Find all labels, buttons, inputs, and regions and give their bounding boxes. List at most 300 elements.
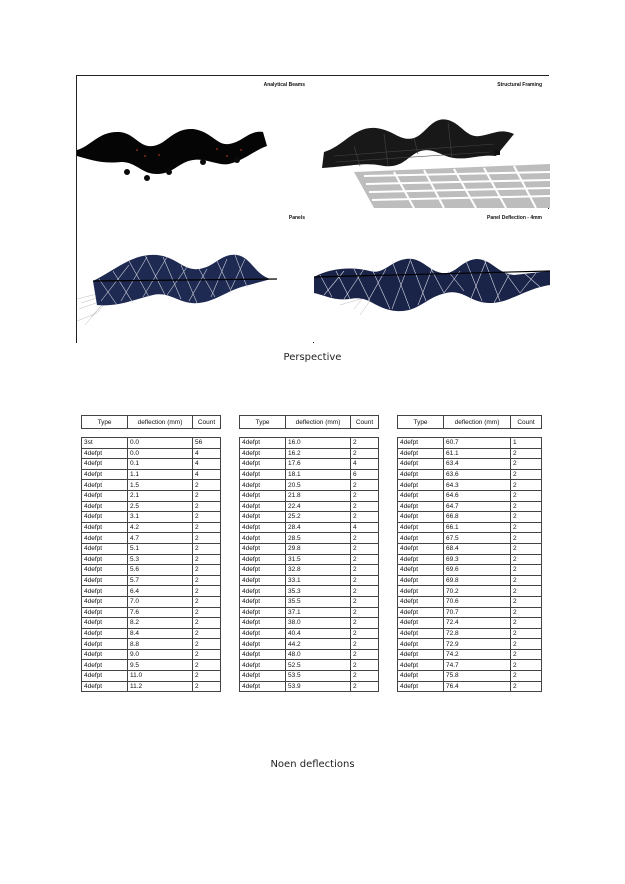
- count-cell: 2: [511, 671, 542, 682]
- type-cell: 4defpt: [82, 586, 128, 597]
- deflection-cell: 11.0: [128, 671, 193, 682]
- pane-title: Panel Deflection - 4mm: [486, 215, 542, 221]
- deflection-cell: 8.8: [128, 639, 193, 650]
- type-cell: 4defpt: [82, 480, 128, 491]
- table-spacer-row: [82, 429, 221, 438]
- type-cell: 4defpt: [398, 671, 444, 682]
- table-row: [398, 543, 542, 554]
- deflection-cell: 7.6: [128, 607, 193, 618]
- table-row: [240, 639, 379, 650]
- deflection-cell: 38.0: [286, 618, 351, 629]
- count-cell: 2: [511, 501, 542, 512]
- deflection-cell: 74.7: [444, 660, 511, 671]
- table-row: [398, 586, 542, 597]
- table-row: [398, 607, 542, 618]
- count-cell: 2: [511, 522, 542, 533]
- count-cell: 2: [193, 618, 221, 629]
- deflection-cell: 18.1: [286, 469, 351, 480]
- type-cell: 4defpt: [240, 512, 286, 523]
- deflection-cell: 66.1: [444, 522, 511, 533]
- deflection-cell: 32.8: [286, 565, 351, 576]
- count-cell: 2: [351, 533, 379, 544]
- deflection-cell: 5.7: [128, 575, 193, 586]
- table-row: [240, 681, 379, 692]
- count-cell: 2: [193, 607, 221, 618]
- table-row: [398, 565, 542, 576]
- deflection-cell: 29.8: [286, 543, 351, 554]
- count-cell: 2: [511, 512, 542, 523]
- type-cell: 4defpt: [82, 554, 128, 565]
- type-cell: 4defpt: [398, 618, 444, 629]
- deflection-cell: 69.6: [444, 565, 511, 576]
- type-cell: 4defpt: [240, 681, 286, 692]
- deflection-cell: 16.0: [286, 438, 351, 449]
- type-cell: 4defpt: [398, 586, 444, 597]
- count-cell: 2: [351, 565, 379, 576]
- table-row: [82, 512, 221, 523]
- count-cell: 2: [193, 543, 221, 554]
- table-row: [398, 671, 542, 682]
- deflection-cell: 44.2: [286, 639, 351, 650]
- table-row: [82, 618, 221, 629]
- table-row: [82, 565, 221, 576]
- count-cell: 2: [511, 618, 542, 629]
- deflection-cell: 5.6: [128, 565, 193, 576]
- table-row: [398, 639, 542, 650]
- type-header: Type: [82, 416, 128, 429]
- table-row: [82, 501, 221, 512]
- table-row: [240, 649, 379, 660]
- deflection-cell: 35.3: [286, 586, 351, 597]
- table-row: [240, 480, 379, 491]
- deflection-cell: 35.5: [286, 596, 351, 607]
- deflection-cell: 52.5: [286, 660, 351, 671]
- deflection-cell: 25.2: [286, 512, 351, 523]
- deflection-cell: 70.6: [444, 596, 511, 607]
- count-cell: 2: [193, 533, 221, 544]
- count-cell: 2: [511, 607, 542, 618]
- deflection-cell: 9.5: [128, 660, 193, 671]
- type-cell: 4defpt: [398, 607, 444, 618]
- analytical-beams-render-icon: [77, 76, 313, 208]
- type-header: Type: [240, 416, 286, 429]
- type-cell: 4defpt: [82, 649, 128, 660]
- table-row: [240, 512, 379, 523]
- table-row: [82, 628, 221, 639]
- deflection-cell: 21.8: [286, 490, 351, 501]
- count-header: Count: [511, 416, 542, 429]
- count-cell: 2: [351, 660, 379, 671]
- count-cell: 2: [511, 660, 542, 671]
- type-cell: 4defpt: [398, 660, 444, 671]
- table-row: [398, 554, 542, 565]
- table-row: [82, 438, 221, 449]
- count-cell: 2: [511, 628, 542, 639]
- table-row: [240, 671, 379, 682]
- type-cell: 4defpt: [82, 459, 128, 470]
- count-cell: 2: [511, 681, 542, 692]
- deflection-cell: 63.4: [444, 459, 511, 470]
- table-row: [398, 628, 542, 639]
- table-row: [82, 490, 221, 501]
- pane-title: Panels: [288, 215, 305, 221]
- count-cell: 2: [193, 671, 221, 682]
- deflection-cell: 64.7: [444, 501, 511, 512]
- table-row: [240, 490, 379, 501]
- table-row: [82, 649, 221, 660]
- count-cell: 2: [193, 586, 221, 597]
- count-cell: 2: [351, 543, 379, 554]
- count-cell: 4: [351, 522, 379, 533]
- count-cell: 4: [351, 459, 379, 470]
- type-cell: 4defpt: [398, 522, 444, 533]
- type-cell: 4defpt: [82, 596, 128, 607]
- table-row: [240, 660, 379, 671]
- type-cell: 4defpt: [82, 512, 128, 523]
- deflection-cell: 31.5: [286, 554, 351, 565]
- count-cell: 2: [351, 586, 379, 597]
- count-cell: 6: [351, 469, 379, 480]
- count-cell: 4: [193, 459, 221, 470]
- count-cell: 2: [193, 681, 221, 692]
- type-cell: 4defpt: [82, 565, 128, 576]
- table-row: [398, 660, 542, 671]
- deflection-table-2: [239, 415, 379, 692]
- type-cell: 4defpt: [82, 628, 128, 639]
- deflection-table-3: [397, 415, 542, 692]
- deflection-cell: 7.0: [128, 596, 193, 607]
- type-cell: 4defpt: [398, 649, 444, 660]
- count-cell: 2: [351, 448, 379, 459]
- deflection-cell: 60.7: [444, 438, 511, 449]
- count-cell: 2: [511, 480, 542, 491]
- table-row: [240, 596, 379, 607]
- table-row: [240, 618, 379, 629]
- count-cell: 2: [351, 575, 379, 586]
- deflection-cell: 1.5: [128, 480, 193, 491]
- table-row: [398, 533, 542, 544]
- deflection-cell: 70.7: [444, 607, 511, 618]
- count-cell: 2: [193, 512, 221, 523]
- table-row: [398, 681, 542, 692]
- deflection-cell: 40.4: [286, 628, 351, 639]
- type-cell: 4defpt: [82, 522, 128, 533]
- type-cell: 4defpt: [240, 480, 286, 491]
- count-cell: 2: [351, 480, 379, 491]
- table-row: [240, 575, 379, 586]
- count-cell: 2: [511, 554, 542, 565]
- table-row: [82, 660, 221, 671]
- type-cell: 4defpt: [82, 660, 128, 671]
- deflection-cell: 5.1: [128, 543, 193, 554]
- deflection-cell: 9.0: [128, 649, 193, 660]
- count-cell: 2: [193, 649, 221, 660]
- type-cell: 4defpt: [398, 533, 444, 544]
- deflection-cell: 2.5: [128, 501, 193, 512]
- type-cell: 4defpt: [240, 639, 286, 650]
- deflection-cell: 69.3: [444, 554, 511, 565]
- deflection-header: deflection (mm): [128, 416, 193, 429]
- type-cell: 4defpt: [240, 607, 286, 618]
- table-row: [240, 522, 379, 533]
- deflection-cell: 48.0: [286, 649, 351, 660]
- type-cell: 4defpt: [82, 490, 128, 501]
- table-row: [82, 480, 221, 491]
- table-row: [398, 501, 542, 512]
- deflection-cell: 63.6: [444, 469, 511, 480]
- type-cell: 4defpt: [82, 533, 128, 544]
- table-row: [82, 543, 221, 554]
- type-cell: 4defpt: [398, 490, 444, 501]
- panel-deflection-render-icon: [314, 209, 550, 344]
- table-row: [240, 586, 379, 597]
- type-cell: 4defpt: [82, 607, 128, 618]
- count-cell: 2: [351, 618, 379, 629]
- deflection-header: deflection (mm): [444, 416, 511, 429]
- deflection-cell: 8.4: [128, 628, 193, 639]
- table-row: [398, 490, 542, 501]
- deflection-cell: 72.8: [444, 628, 511, 639]
- type-cell: 4defpt: [240, 628, 286, 639]
- count-cell: 2: [511, 543, 542, 554]
- table-row: [398, 480, 542, 491]
- type-cell: 3st: [82, 438, 128, 449]
- type-cell: 4defpt: [240, 543, 286, 554]
- count-cell: 2: [351, 681, 379, 692]
- pane-title: Structural Framing: [497, 82, 542, 88]
- deflection-cell: 11.2: [128, 681, 193, 692]
- count-cell: 2: [511, 586, 542, 597]
- deflection-cell: 1.1: [128, 469, 193, 480]
- deflection-cell: 16.2: [286, 448, 351, 459]
- count-cell: 2: [193, 628, 221, 639]
- type-cell: 4defpt: [82, 618, 128, 629]
- type-cell: 4defpt: [240, 522, 286, 533]
- type-cell: 4defpt: [398, 512, 444, 523]
- type-cell: 4defpt: [240, 649, 286, 660]
- table-row: [398, 522, 542, 533]
- table-row: [82, 596, 221, 607]
- table-row: [82, 533, 221, 544]
- table-row: [398, 575, 542, 586]
- type-cell: 4defpt: [398, 596, 444, 607]
- count-cell: 2: [351, 639, 379, 650]
- type-cell: 4defpt: [398, 565, 444, 576]
- count-cell: 2: [511, 448, 542, 459]
- count-cell: 2: [193, 480, 221, 491]
- deflection-cell: 4.2: [128, 522, 193, 533]
- type-cell: 4defpt: [398, 480, 444, 491]
- count-cell: 2: [511, 459, 542, 470]
- type-cell: 4defpt: [240, 459, 286, 470]
- type-cell: 4defpt: [398, 628, 444, 639]
- perspective-caption: Perspective: [283, 352, 342, 363]
- table-row: [82, 469, 221, 480]
- type-cell: 4defpt: [240, 671, 286, 682]
- table-header-row: [398, 416, 542, 429]
- deflection-cell: 0.0: [128, 438, 193, 449]
- type-cell: 4defpt: [240, 565, 286, 576]
- deflection-cell: 37.1: [286, 607, 351, 618]
- table-row: [398, 438, 542, 449]
- table-header-row: [240, 416, 379, 429]
- type-cell: 4defpt: [82, 575, 128, 586]
- type-cell: 4defpt: [398, 575, 444, 586]
- count-header: Count: [351, 416, 379, 429]
- type-cell: 4defpt: [398, 554, 444, 565]
- deflection-cell: 4.7: [128, 533, 193, 544]
- type-cell: 4defpt: [240, 448, 286, 459]
- type-cell: 4defpt: [82, 681, 128, 692]
- deflection-cell: 67.5: [444, 533, 511, 544]
- panels-render-icon: [77, 209, 313, 344]
- deflection-cell: 74.2: [444, 649, 511, 660]
- type-cell: 4defpt: [240, 586, 286, 597]
- count-cell: 2: [193, 501, 221, 512]
- structural-framing-pane: [314, 76, 550, 208]
- type-cell: 4defpt: [240, 469, 286, 480]
- deflection-cell: 53.5: [286, 671, 351, 682]
- deflection-cell: 5.3: [128, 554, 193, 565]
- table-row: [240, 501, 379, 512]
- count-cell: 2: [193, 490, 221, 501]
- deflection-cell: 6.4: [128, 586, 193, 597]
- type-cell: 4defpt: [82, 448, 128, 459]
- count-cell: 2: [351, 438, 379, 449]
- table-row: [240, 565, 379, 576]
- count-cell: 2: [193, 596, 221, 607]
- pane-title: Analytical Beams: [263, 82, 305, 88]
- type-cell: 4defpt: [240, 596, 286, 607]
- count-cell: 1: [511, 438, 542, 449]
- table-row: [82, 459, 221, 470]
- count-cell: 2: [351, 554, 379, 565]
- deflection-header: deflection (mm): [286, 416, 351, 429]
- type-cell: 4defpt: [82, 671, 128, 682]
- count-cell: 2: [193, 639, 221, 650]
- type-cell: 4defpt: [240, 660, 286, 671]
- table-row: [82, 575, 221, 586]
- panel-deflection-pane: [314, 209, 550, 344]
- deflection-cell: 69.8: [444, 575, 511, 586]
- count-cell: 2: [351, 501, 379, 512]
- table-row: [398, 459, 542, 470]
- type-cell: 4defpt: [82, 469, 128, 480]
- count-cell: 2: [351, 649, 379, 660]
- deflection-cell: 8.2: [128, 618, 193, 629]
- table-row: [240, 543, 379, 554]
- deflection-cell: 22.4: [286, 501, 351, 512]
- type-cell: 4defpt: [240, 618, 286, 629]
- deflection-cell: 66.8: [444, 512, 511, 523]
- panels-pane: [77, 209, 313, 344]
- table-row: [240, 628, 379, 639]
- table-row: [82, 671, 221, 682]
- deflection-cell: 75.8: [444, 671, 511, 682]
- table-spacer-row: [398, 429, 542, 438]
- perspective-view-grid: [76, 75, 549, 343]
- table-row: [398, 512, 542, 523]
- type-cell: 4defpt: [82, 543, 128, 554]
- count-cell: 2: [511, 649, 542, 660]
- structural-framing-render-icon: [314, 76, 550, 208]
- deflection-cell: 72.9: [444, 639, 511, 650]
- count-cell: 2: [193, 522, 221, 533]
- table-row: [398, 448, 542, 459]
- type-cell: 4defpt: [240, 554, 286, 565]
- table-row: [82, 586, 221, 597]
- deflection-cell: 72.4: [444, 618, 511, 629]
- type-cell: 4defpt: [240, 438, 286, 449]
- table-row: [398, 618, 542, 629]
- count-cell: 2: [351, 628, 379, 639]
- count-cell: 2: [511, 490, 542, 501]
- type-cell: 4defpt: [240, 501, 286, 512]
- deflection-cell: 33.1: [286, 575, 351, 586]
- table-row: [240, 533, 379, 544]
- table-row: [240, 469, 379, 480]
- deflection-cell: 68.4: [444, 543, 511, 554]
- type-cell: 4defpt: [398, 543, 444, 554]
- table-row: [398, 469, 542, 480]
- count-cell: 2: [351, 596, 379, 607]
- table-row: [240, 607, 379, 618]
- table-row: [82, 681, 221, 692]
- table-header-row: [82, 416, 221, 429]
- count-cell: 4: [193, 448, 221, 459]
- count-header: Count: [193, 416, 221, 429]
- type-cell: 4defpt: [398, 639, 444, 650]
- deflection-cell: 76.4: [444, 681, 511, 692]
- table-row: [240, 554, 379, 565]
- count-cell: 2: [351, 607, 379, 618]
- count-cell: 2: [511, 596, 542, 607]
- count-cell: 2: [511, 575, 542, 586]
- deflection-cell: 70.2: [444, 586, 511, 597]
- table-row: [240, 448, 379, 459]
- count-cell: 4: [193, 469, 221, 480]
- count-cell: 2: [193, 660, 221, 671]
- count-cell: 2: [193, 575, 221, 586]
- deflection-cell: 0.1: [128, 459, 193, 470]
- table-row: [82, 522, 221, 533]
- table-row: [82, 448, 221, 459]
- table-row: [398, 649, 542, 660]
- type-cell: 4defpt: [240, 490, 286, 501]
- deflections-caption: Noen deflections: [270, 759, 355, 770]
- deflection-cell: 17.6: [286, 459, 351, 470]
- count-cell: 2: [193, 565, 221, 576]
- deflection-cell: 53.9: [286, 681, 351, 692]
- count-cell: 2: [351, 671, 379, 682]
- deflection-cell: 64.3: [444, 480, 511, 491]
- count-cell: 2: [511, 533, 542, 544]
- deflection-table-1: [81, 415, 221, 692]
- deflection-cell: 61.1: [444, 448, 511, 459]
- count-cell: 2: [351, 512, 379, 523]
- deflection-cell: 28.4: [286, 522, 351, 533]
- count-cell: 2: [511, 469, 542, 480]
- count-cell: 2: [351, 490, 379, 501]
- deflection-cell: 64.6: [444, 490, 511, 501]
- type-cell: 4defpt: [82, 639, 128, 650]
- table-row: [82, 607, 221, 618]
- type-cell: 4defpt: [398, 681, 444, 692]
- count-cell: 2: [511, 565, 542, 576]
- deflection-cell: 3.1: [128, 512, 193, 523]
- type-cell: 4defpt: [398, 438, 444, 449]
- type-cell: 4defpt: [398, 501, 444, 512]
